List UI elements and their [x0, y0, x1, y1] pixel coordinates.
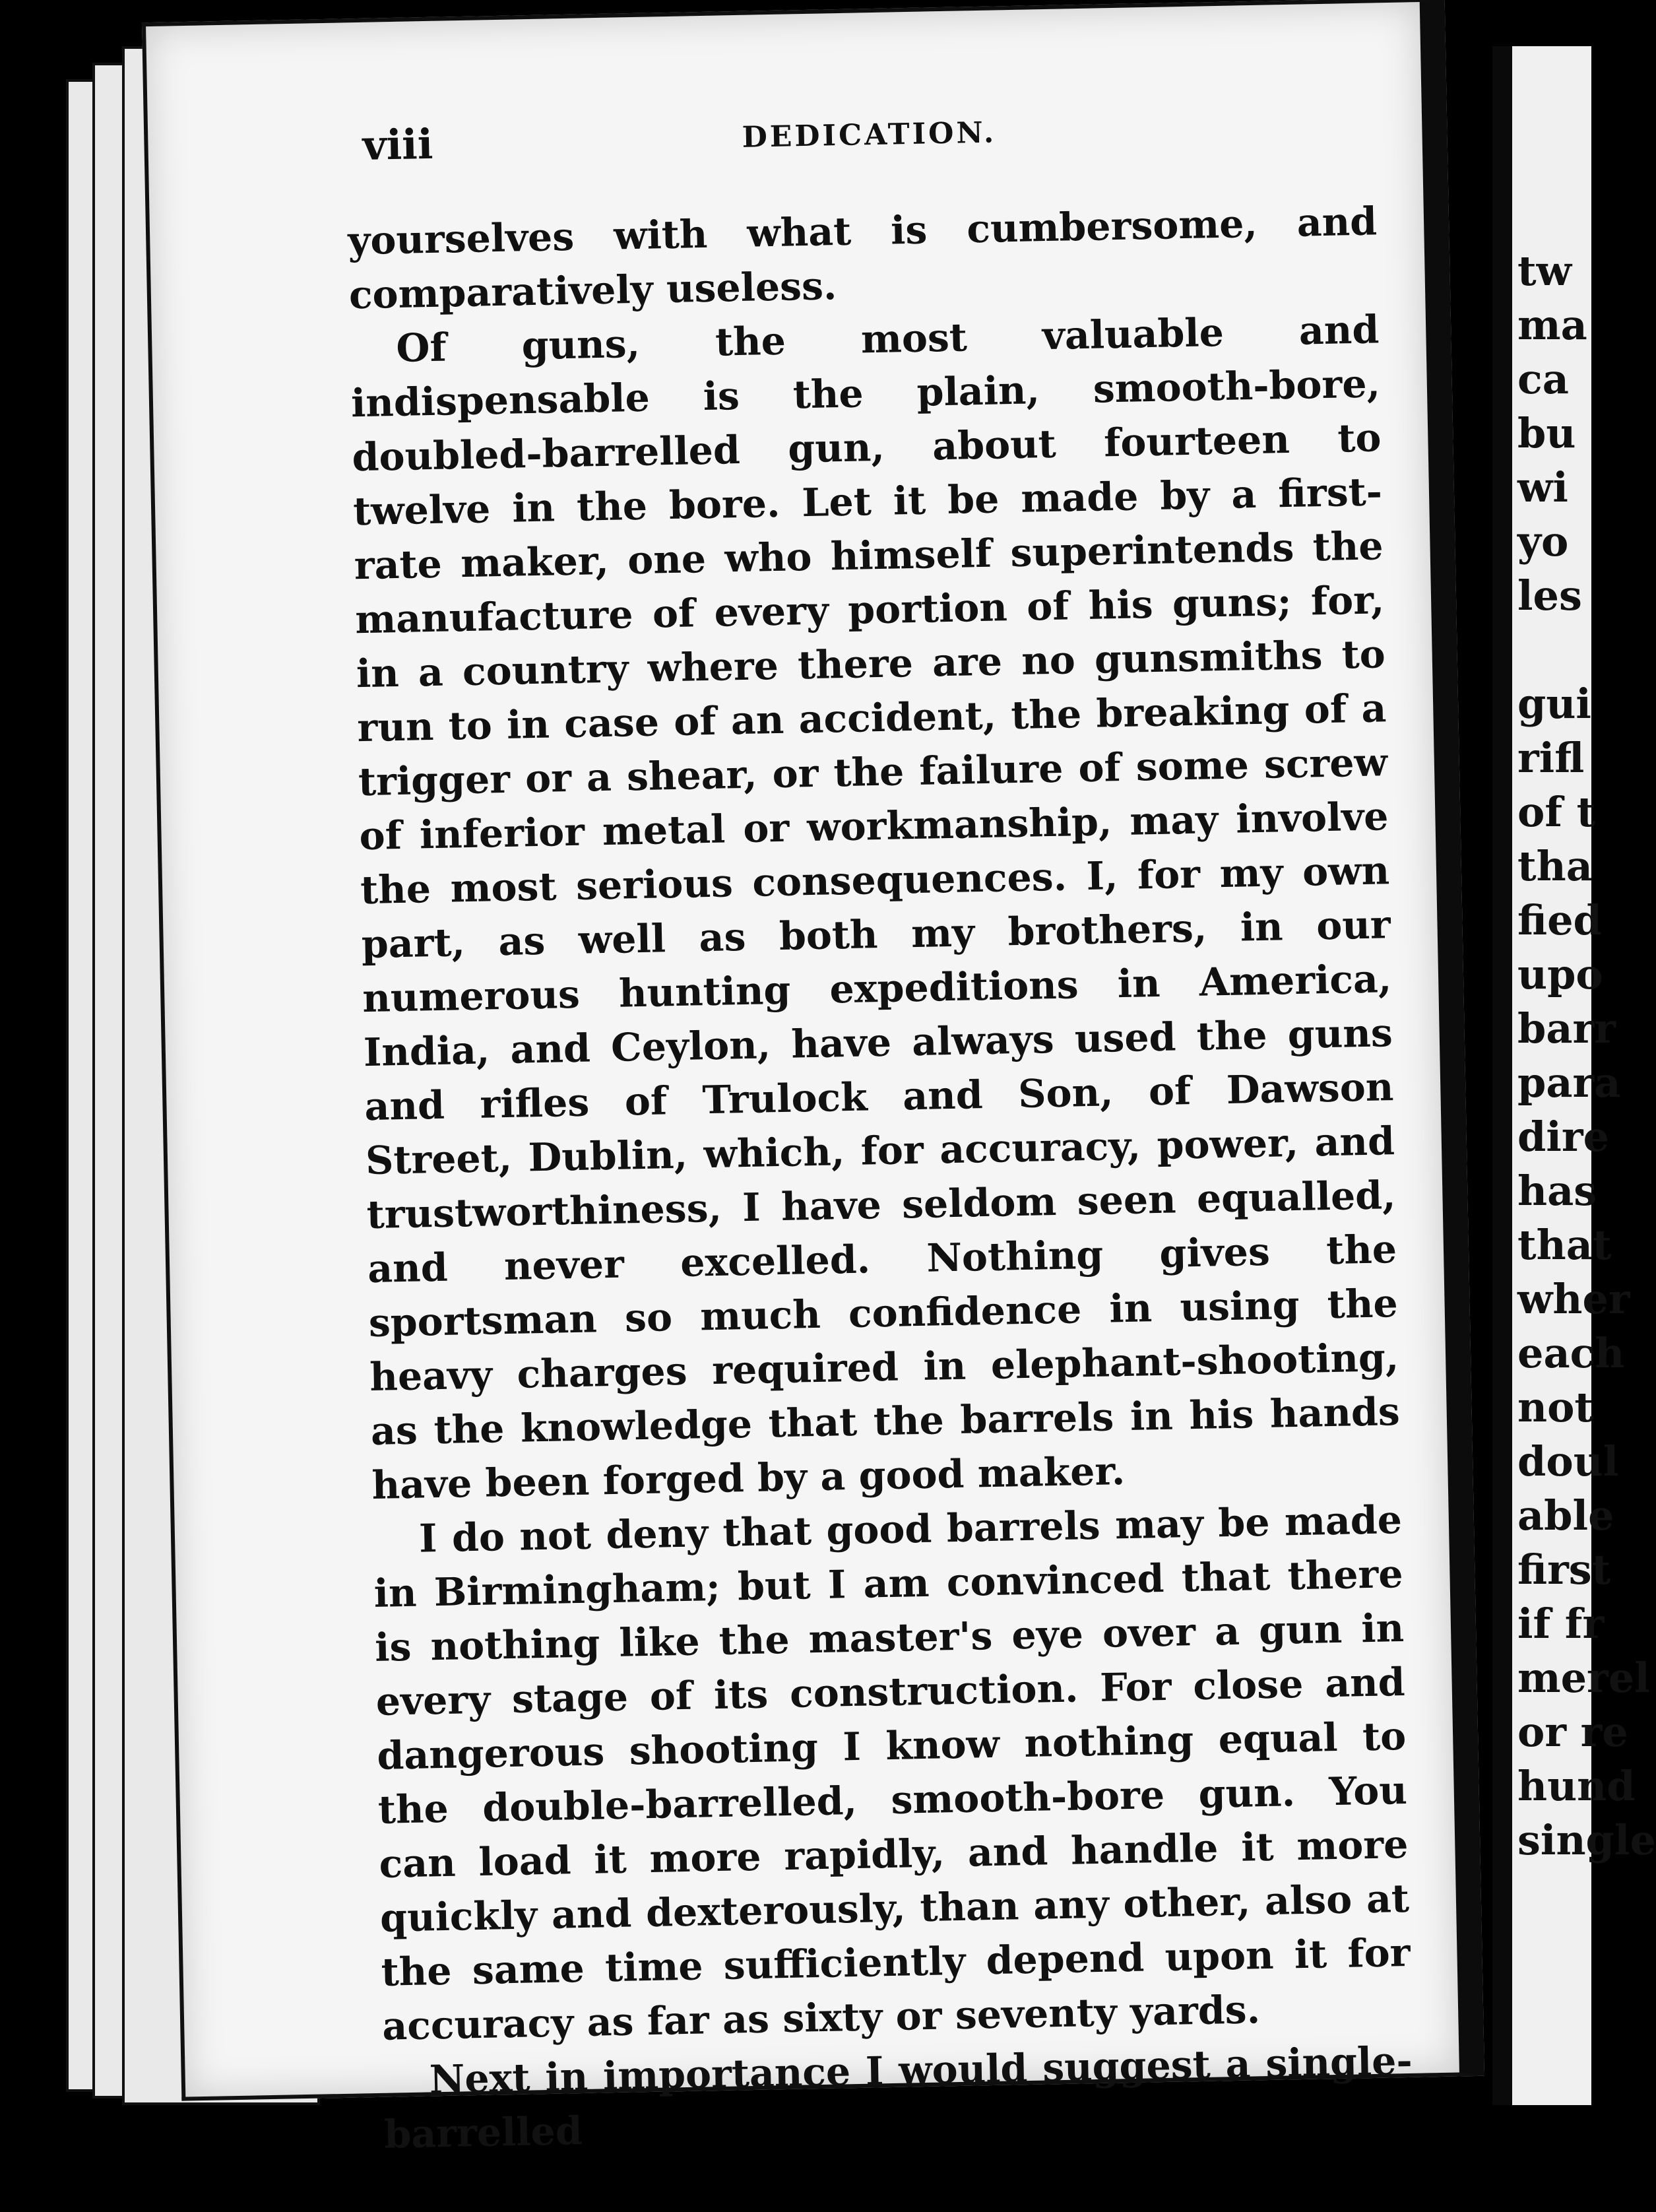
body-text: [348, 194, 1414, 2161]
facing-page-line: able: [1517, 1491, 1614, 1540]
paragraph: Next in importance I would suggest a single-barrelled: [383, 2037, 1413, 2157]
running-head: DEDICATION.: [742, 115, 997, 154]
facing-page-line: [1517, 623, 1656, 677]
page-number: viii: [362, 119, 433, 170]
facing-page-line: tha: [1517, 842, 1593, 890]
page-header: [362, 102, 1376, 174]
facing-page-line: single: [1517, 1816, 1656, 1864]
facing-page-line: barr: [1517, 1004, 1616, 1053]
paragraph: Of guns, the most valuable and indispensable is the plain, smooth-bore, doubled-barrelled gun, about fourteen to twelve in the bore. Let it be made by a first-rate maker, one who himself superintends the manufacture of every portion of his guns; for, in a country where there are no gunsmiths to run to in case of an accident, the breaking of a trigger or a shear, or the failure of some screw of inferior metal or workmanship, may involve the most serious consequences. I, for my own part, as well as both my brothers, in our numerous hunting expeditions in America, India, and Ceylon, have always used the guns and rifles of Trulock and Son, of Dawson Street, Dublin, which, for accuracy, power, and trustworthiness, I have seldom seen equalled, and never excelled. Nothing gives the sportsman so much confidence in using the heavy charges required in elephant-shooting, as the knowledge that the barrels in his hands have been forged by a good maker.: [350, 306, 1401, 1508]
facing-page-line: bu: [1517, 409, 1576, 457]
facing-page-line: of t: [1517, 788, 1596, 836]
facing-page-line: each: [1517, 1329, 1625, 1377]
facing-page-line: yo: [1517, 517, 1569, 566]
facing-page-text: [1517, 244, 1656, 1868]
facing-page-line: that: [1517, 1221, 1612, 1269]
facing-page-line: wher: [1517, 1275, 1630, 1323]
facing-page-line: para: [1517, 1058, 1621, 1107]
facing-page-line: gui: [1517, 680, 1591, 728]
facing-page: [1492, 46, 1656, 2105]
facing-page-line: ca: [1517, 355, 1569, 403]
facing-page-line: upo: [1517, 950, 1603, 998]
facing-page-line: ma: [1517, 301, 1587, 349]
facing-page-line: or re: [1517, 1708, 1628, 1756]
paragraph: I do not deny that good barrels may be made in Birmingham; but I am convinced that there is nothing like the master's eye over a gun in every stage of its construction. For close and dangerous shooting I know nothing equal to the double-barrelled, smooth-bore gun. You can load it more rapidly, and handle it more quickly and dexterously, than any other, also at the same time sufficiently depend upon it for accuracy as far as sixty or seventy yards.: [373, 1497, 1411, 2049]
facing-page-line: dire: [1517, 1113, 1610, 1161]
facing-page-line: if fr: [1517, 1600, 1605, 1648]
facing-page-line: fied: [1517, 896, 1602, 944]
book-page: [142, 0, 1484, 2157]
facing-page-line: not: [1517, 1383, 1594, 1431]
facing-page-line: les: [1517, 571, 1582, 620]
facing-page-line: has: [1517, 1167, 1597, 1215]
facing-page-line: rifl: [1517, 734, 1585, 782]
facing-page-line: tw: [1517, 247, 1572, 295]
facing-page-line: first: [1517, 1545, 1611, 1594]
paragraph: yourselves with what is cumbersome, and comparatively useless.: [347, 198, 1378, 318]
facing-page-line: wi: [1517, 463, 1568, 511]
facing-page-line: hund: [1517, 1762, 1636, 1810]
facing-page-line: doul: [1517, 1437, 1619, 1485]
facing-page-line: merel: [1517, 1654, 1650, 1702]
